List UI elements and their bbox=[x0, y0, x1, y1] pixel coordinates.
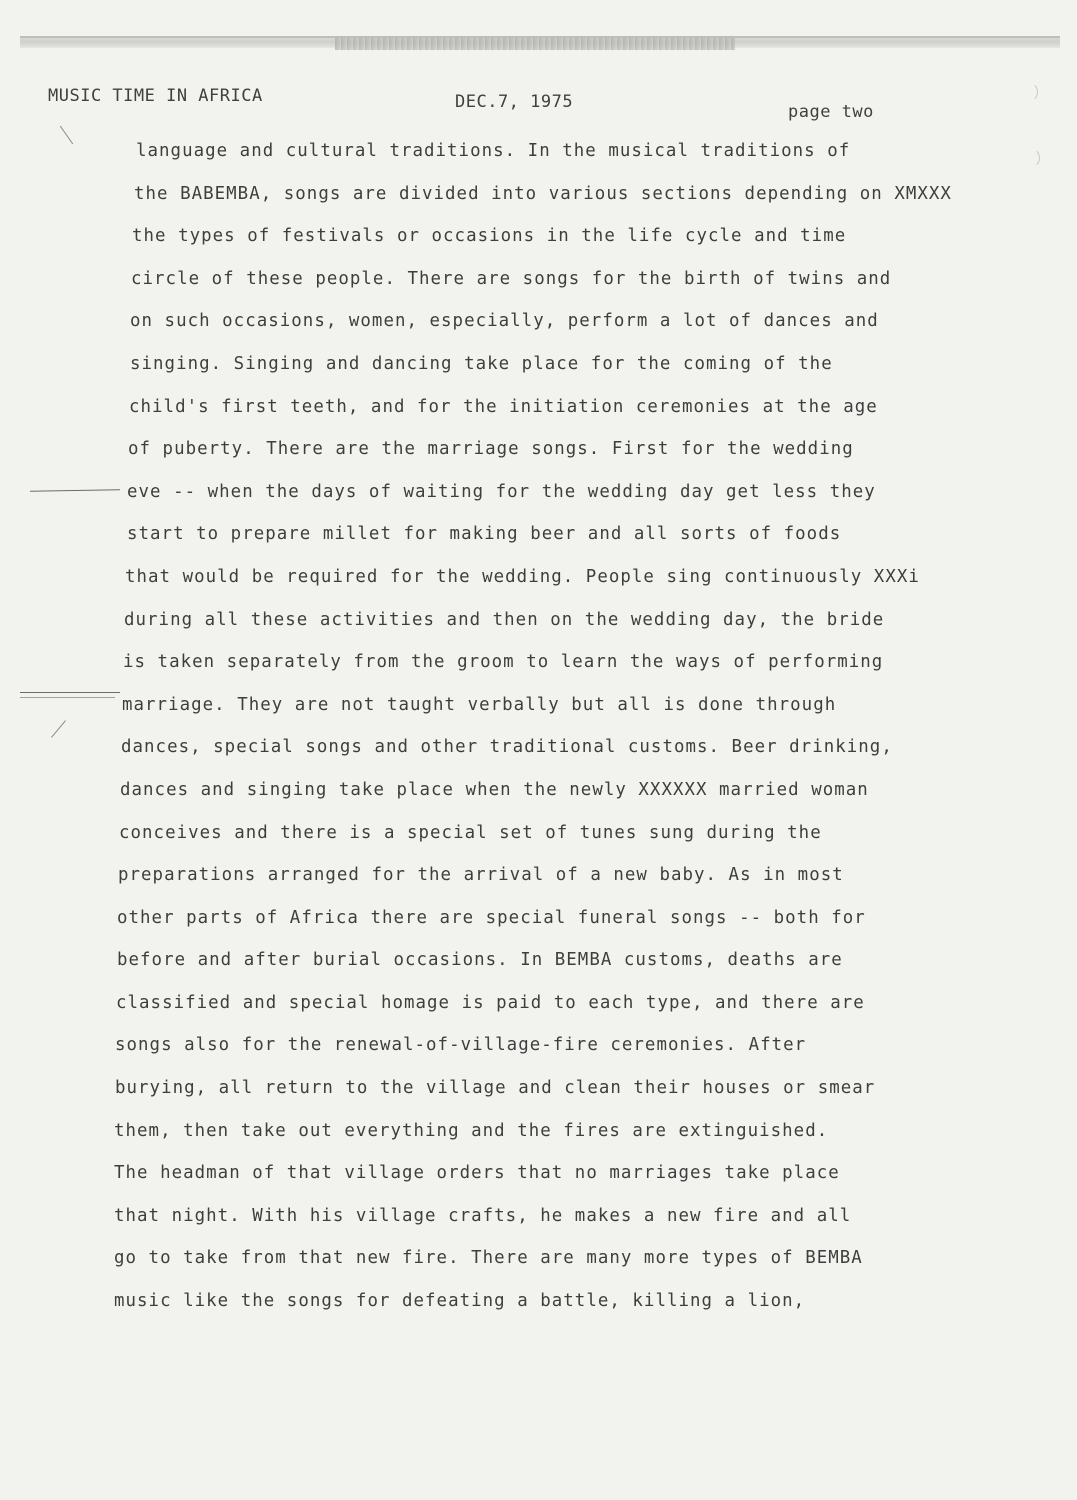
text-line: the BABEMBA, songs are divided into various sections depending on XMXXX bbox=[134, 183, 952, 204]
header-title: MUSIC TIME IN AFRICA bbox=[48, 86, 263, 106]
text-line: during all these activities and then on the wedding day, the bride bbox=[124, 609, 885, 630]
text-line: start to prepare millet for making beer and all sorts of foods bbox=[127, 524, 842, 545]
text-line: dances and singing take place when the newly XXXXXX married woman bbox=[120, 779, 869, 800]
text-line: classified and special homage is paid to each type, and there are bbox=[116, 992, 865, 1013]
text-line: songs also for the renewal-of-village-fire ceremonies. After bbox=[115, 1035, 807, 1056]
text-line: conceives and there is a special set of tunes sung during the bbox=[119, 822, 822, 843]
text-line: marriage. They are not taught verbally but all is done through bbox=[122, 694, 837, 715]
body-text bbox=[114, 130, 1000, 1323]
header-page-number: page two bbox=[788, 102, 874, 122]
header-date: DEC.7, 1975 bbox=[455, 92, 574, 112]
text-line: burying, all return to the village and clean their houses or smear bbox=[115, 1078, 876, 1099]
text-line: dances, special songs and other traditional customs. Beer drinking, bbox=[121, 737, 893, 758]
margin-pencil-line bbox=[20, 692, 120, 693]
text-line: on such occasions, women, especially, perform a lot of dances and bbox=[130, 311, 879, 332]
text-line: is taken separately from the groom to learn the ways of performing bbox=[123, 652, 884, 673]
text-line: child's first teeth, and for the initiation ceremonies at the age bbox=[129, 396, 878, 417]
margin-pencil-line bbox=[30, 489, 120, 492]
text-line: the types of festivals or occasions in the life cycle and time bbox=[132, 226, 847, 247]
text-line: go to take from that new fire. There are many more types of BEMBA bbox=[114, 1248, 863, 1269]
margin-pencil-tick bbox=[60, 126, 73, 145]
text-line: before and after burial occasions. In BEMBA customs, deaths are bbox=[117, 950, 843, 971]
text-line: preparations arranged for the arrival of a new baby. As in most bbox=[118, 865, 844, 886]
paper-crease-mark bbox=[1018, 82, 1038, 102]
text-line: language and cultural traditions. In the musical traditions of bbox=[136, 141, 851, 161]
margin-pencil-line bbox=[20, 697, 115, 698]
margin-pencil-tick bbox=[51, 720, 66, 737]
text-line: of puberty. There are the marriage songs. First for the wedding bbox=[128, 439, 854, 460]
text-line: The headman of that village orders that no marriages take place bbox=[114, 1163, 840, 1184]
paper-crease-mark bbox=[1020, 148, 1040, 168]
text-line: circle of these people. There are songs for the birth of twins and bbox=[131, 268, 892, 289]
top-edge-stamp bbox=[335, 38, 735, 50]
text-line: other parts of Africa there are special funeral songs -- both for bbox=[117, 907, 866, 928]
text-line: that night. With his village crafts, he makes a new fire and all bbox=[114, 1205, 852, 1226]
text-line: them, then take out everything and the fires are extinguished. bbox=[114, 1120, 829, 1141]
text-line: music like the songs for defeating a battle, killing a lion, bbox=[114, 1291, 806, 1312]
text-line: that would be required for the wedding. People sing continuously XXXi bbox=[125, 566, 920, 587]
text-line: singing. Singing and dancing take place for the coming of the bbox=[130, 353, 833, 374]
text-line: eve -- when the days of waiting for the wedding day get less they bbox=[127, 481, 876, 502]
